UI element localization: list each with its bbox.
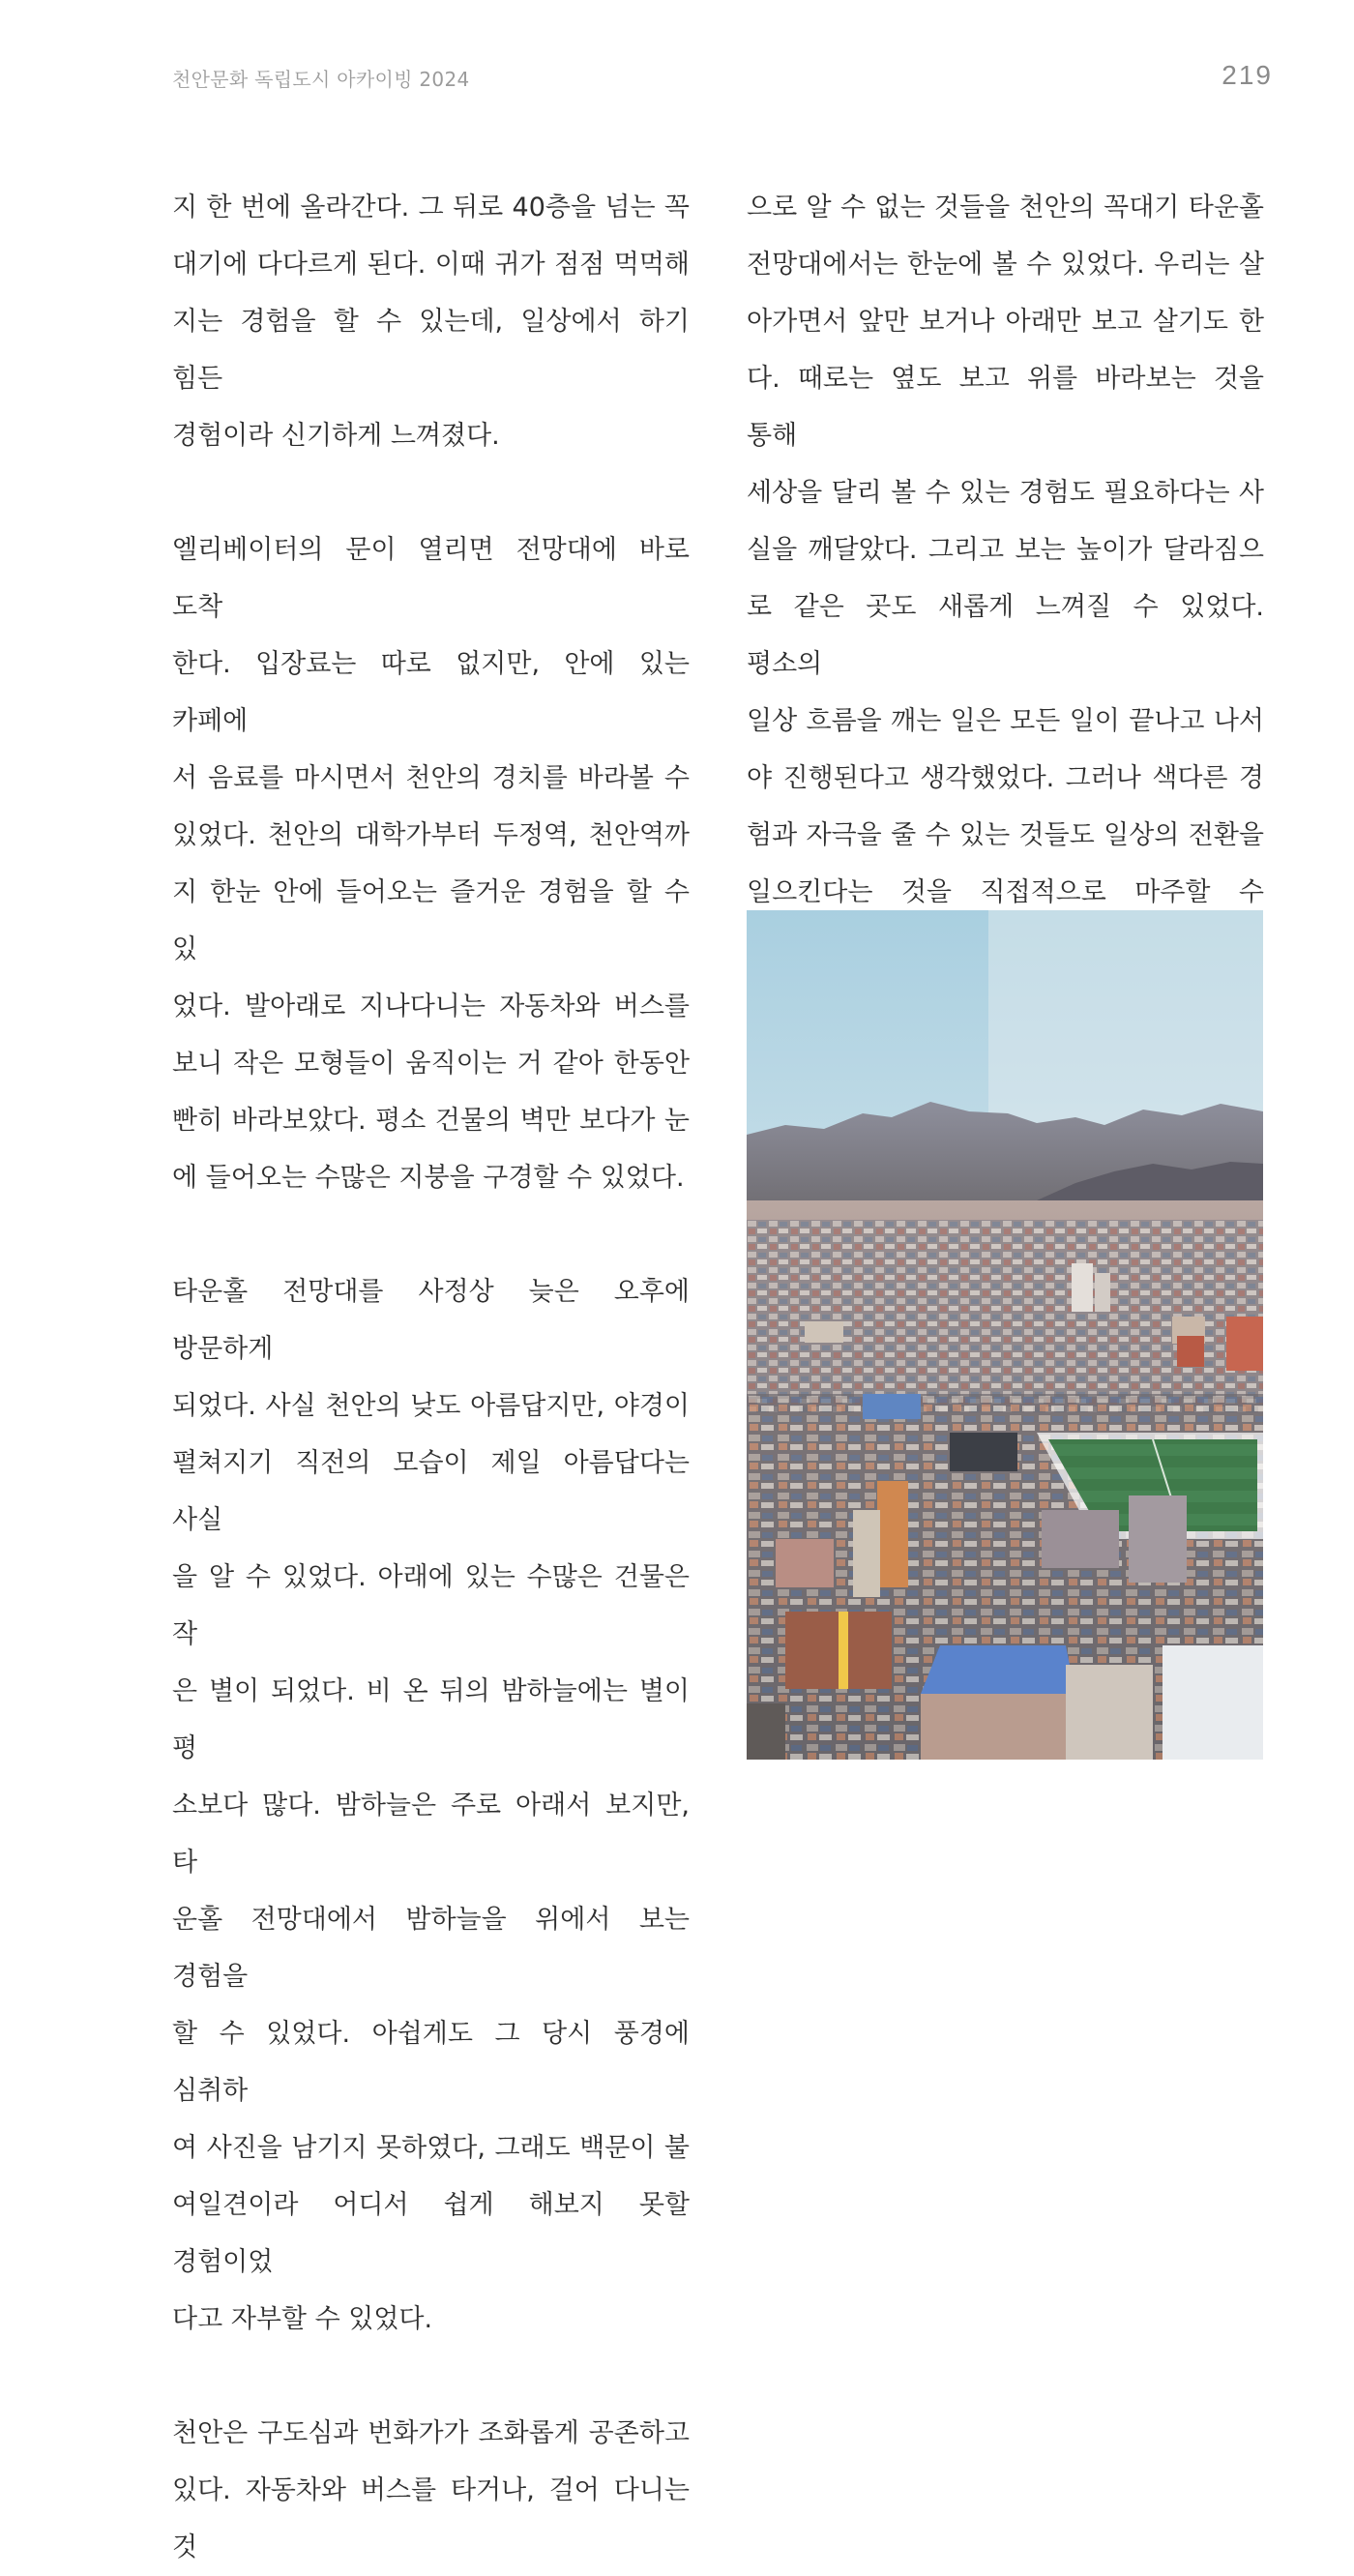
text-line: 되었다. 사실 천안의 낮도 아름답지만, 야경이 (172, 1391, 690, 1421)
text-line: 지 한눈 안에 들어오는 즐거운 경험을 할 수 있 (172, 877, 690, 964)
text-line: 펼쳐지기 직전의 모습이 제일 아름답다는 사실 (172, 1448, 690, 1535)
text-line: 엘리베이터의 문이 열리면 전망대에 바로 도착 (172, 535, 690, 622)
text-line: 을 알 수 있었다. 아래에 있는 수많은 건물은 작 (172, 1562, 690, 1649)
text-line: 아가면서 앞만 보거나 아래만 보고 살기도 한 (747, 307, 1264, 337)
right-text-column (747, 179, 1264, 1035)
text-line: 일상 흐름을 깨는 일은 모든 일이 끝나고 나서 (747, 706, 1264, 736)
text-line: 경험이라 신기하게 느껴졌다. (172, 421, 500, 451)
text-line: 있다. 자동차와 버스를 타거나, 걸어 다니는 것 (172, 2475, 690, 2562)
page-number: 219 (1222, 60, 1273, 90)
text-line: 여일견이라 어디서 쉽게 해보지 못할 경험이었 (172, 2190, 690, 2277)
text-line: 세상을 달리 볼 수 있는 경험도 필요하다는 사 (747, 478, 1264, 508)
text-line: 다. 때로는 옆도 보고 위를 바라보는 것을 통해 (747, 364, 1264, 451)
text-line: 있었다. 천안의 대학가부터 두정역, 천안역까 (172, 820, 690, 850)
text-line: 로 같은 곳도 새롭게 느껴질 수 있었다. 평소의 (747, 592, 1264, 679)
text-line: 야 진행된다고 생각했었다. 그러나 색다른 경 (747, 763, 1264, 793)
text-line: 일으킨다는 것을 직접적으로 마주할 수 (747, 877, 1264, 907)
text-line: 에 들어오는 수많은 지붕을 구경할 수 있었다. (172, 1163, 685, 1193)
text-line: 타운홀 전망대를 사정상 늦은 오후에 방문하게 (172, 1277, 690, 1364)
running-header-title: 천안문화 독립도시 아카이빙 2024 (172, 68, 470, 91)
text-line: 여 사진을 남기지 못하였다, 그래도 백문이 불 (172, 2133, 690, 2163)
text-line: 빤히 바라보았다. 평소 건물의 벽만 보다가 눈 (172, 1106, 690, 1136)
text-line: 보니 작은 모형들이 움직이는 거 같아 한동안 (172, 1049, 690, 1079)
text-line: 대기에 다다르게 된다. 이때 귀가 점점 먹먹해 (172, 250, 690, 280)
left-text-column (172, 179, 690, 2576)
text-line: 한다. 입장료는 따로 없지만, 안에 있는 카페에 (172, 649, 690, 736)
text-line: 험과 자극을 줄 수 있는 것들도 일상의 전환을 (747, 820, 1264, 850)
city-view-photo (747, 910, 1263, 1760)
text-line: 었다. 발아래로 지나다니는 자동차와 버스를 (172, 992, 690, 1022)
text-line: 천안은 구도심과 번화가가 조화롭게 공존하고 (172, 2418, 690, 2448)
text-line: 지 한 번에 올라간다. 그 뒤로 40층을 넘는 꼭 (172, 192, 690, 222)
text-line: 전망대에서는 한눈에 볼 수 있었다. 우리는 살 (747, 250, 1264, 280)
text-line: 할 수 있었다. 아쉽게도 그 당시 풍경에 심취하 (172, 2019, 690, 2106)
text-line: 소보다 많다. 밤하늘은 주로 아래서 보지만, 타 (172, 1791, 690, 1878)
text-line: 지는 경험을 할 수 있는데, 일상에서 하기 힘든 (172, 307, 690, 394)
text-line: 실을 깨달았다. 그리고 보는 높이가 달라짐으 (747, 535, 1264, 565)
city-view-illustration (747, 910, 1263, 1760)
text-line: 다고 자부할 수 있었다. (172, 2304, 433, 2334)
text-line: 은 별이 되었다. 비 온 뒤의 밤하늘에는 별이 평 (172, 1676, 690, 1763)
text-line: 으로 알 수 없는 것들을 천안의 꼭대기 타운홀 (747, 192, 1264, 222)
text-line: 운홀 전망대에서 밤하늘을 위에서 보는 경험을 (172, 1905, 690, 1992)
text-line: 서 음료를 마시면서 천안의 경치를 바라볼 수 (172, 763, 690, 793)
